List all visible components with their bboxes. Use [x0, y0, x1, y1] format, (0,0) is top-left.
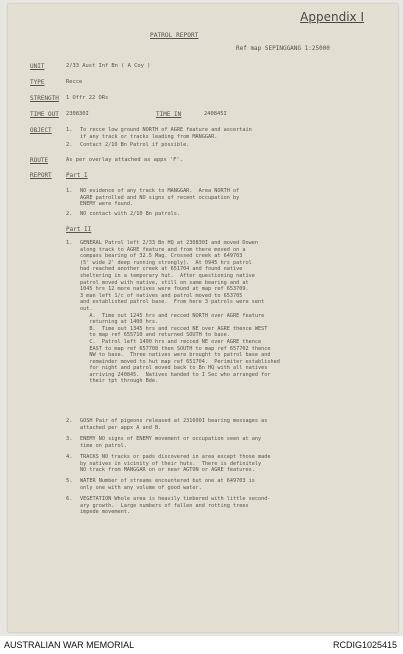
part1-item-number: 2. — [66, 211, 73, 217]
ref-map: Ref map SEPINGGANG 1:25000 — [236, 45, 330, 52]
part2-item-number: 1. — [66, 240, 73, 246]
strength-label: STRENGTH — [30, 95, 59, 102]
type-label: TYPE — [30, 79, 45, 86]
route-value: As per overlay attached as appx 'F'. — [66, 157, 183, 163]
part2-item-number: 5. — [66, 478, 73, 484]
strength-value: 1 Offr 22 ORs — [66, 95, 109, 101]
object-item-text: Contact 2/10 Bn Patrol if possible. — [80, 142, 190, 148]
part2-item-text: GENERAL Patrol left 2/33 Bn HQ at 230830I and moved Dowen along track to AGRE feature and from there moved on a compass bearing of 32.5 Mag. Crossed creek at 649703 (5' wide 2' deep running strongly). At 0945 hrs patrol had reached another creek at 651704 and found native sheltering in a temporary hut. After questioning native patrol moved with native, still on same bearing and at 1045 hrs 12 more natives were found at map ref 653709. 3 man left 1/c of natives and patrol moved to 653705 and established patrol base. From here 3 patrols were sent out. A. Time out 1245 hrs and recced NORTH over AGRE feature returning at 1400 hrs. B. Time out 1345 hrs and recced NE over AGRE thence WEST to map ref 655710 and returned SOUTH to base. C. Patrol left 1400 hrs and recced NE over AGRE thence EAST to map ref 657708 then SOUTH to map ref 657702 thence NW to base. Three natives were brought to patrol base and remainder moved to hut map ref 651704. Perimiter established for night and patrol moved back to Bn HQ with all natives arriving 240845. Natives handed to I Sec who arranged for their tpt through Bde. — [80, 240, 280, 385]
appendix-label: Appendix I — [300, 10, 364, 24]
report-label: REPORT — [30, 172, 52, 179]
part1-item-text: NO contact with 2/10 Bn patrols. — [80, 211, 180, 217]
time-in-label: TIME IN — [156, 111, 182, 118]
object-item-text: To recce low ground NORTH of AGRE feature and ascertain if any track or tracks leading from MANGGAR. — [80, 127, 252, 140]
footer-record-id: RCDIG1025415 — [332, 640, 397, 650]
archive-footer — [0, 636, 403, 654]
page-title: PATROL REPORT — [150, 32, 199, 39]
document-page — [8, 4, 398, 632]
object-item-number: 2. — [66, 142, 73, 148]
part1-item-number: 1. — [66, 188, 73, 194]
unit-value: 2/33 Aust Inf Bn ( A Coy ) — [66, 63, 151, 69]
footer-institution: AUSTRALIAN WAR MEMORIAL — [4, 640, 135, 650]
part2-item-number: 6. — [66, 496, 73, 502]
part1-item-text: NO evidence of any track to MANGGAR. Area NORTH of AGRE patrolled and NO signs of recent occupation by ENEMY were found. — [80, 188, 240, 208]
part2-item-text: GOSH Pair of pigeons released at 231600I bearing messages as attached per appx A and B. — [80, 418, 268, 431]
time-out-label: TIME OUT — [30, 111, 59, 118]
part2-heading: Part II — [66, 226, 92, 233]
unit-label: UNIT — [30, 63, 45, 70]
part2-item-text: TRACKS NO tracks or pads discovered in area except those made by natives in vicinity of their huts. There is definitely NO track from MANGGAR on or near AGTON or AGRE features. — [80, 454, 271, 474]
part2-item-number: 2. — [66, 418, 73, 424]
time-in-value: 240845I — [204, 111, 227, 117]
part2-item-number: 4. — [66, 454, 73, 460]
part2-item-text: VEGETATION Whole area is heavily timbered with little second- ary growth. Large numbers of fallen and rotting trees impede movement. — [80, 496, 271, 516]
object-label: OBJECT — [30, 127, 52, 134]
part1-heading: Part I — [66, 172, 88, 179]
part2-item-text: ENEMY NO signs of ENEMY movement or occupation seen at any time on patrol. — [80, 436, 262, 449]
time-out-value: 230830I — [66, 111, 89, 117]
part2-item-number: 3. — [66, 436, 73, 442]
part2-item-text: WATER Number of streams encountered but one at 649703 is only one with any volume of good water. — [80, 478, 255, 491]
object-item-number: 1. — [66, 127, 73, 133]
type-value: Recce — [66, 79, 83, 85]
route-label: ROUTE — [30, 157, 49, 164]
